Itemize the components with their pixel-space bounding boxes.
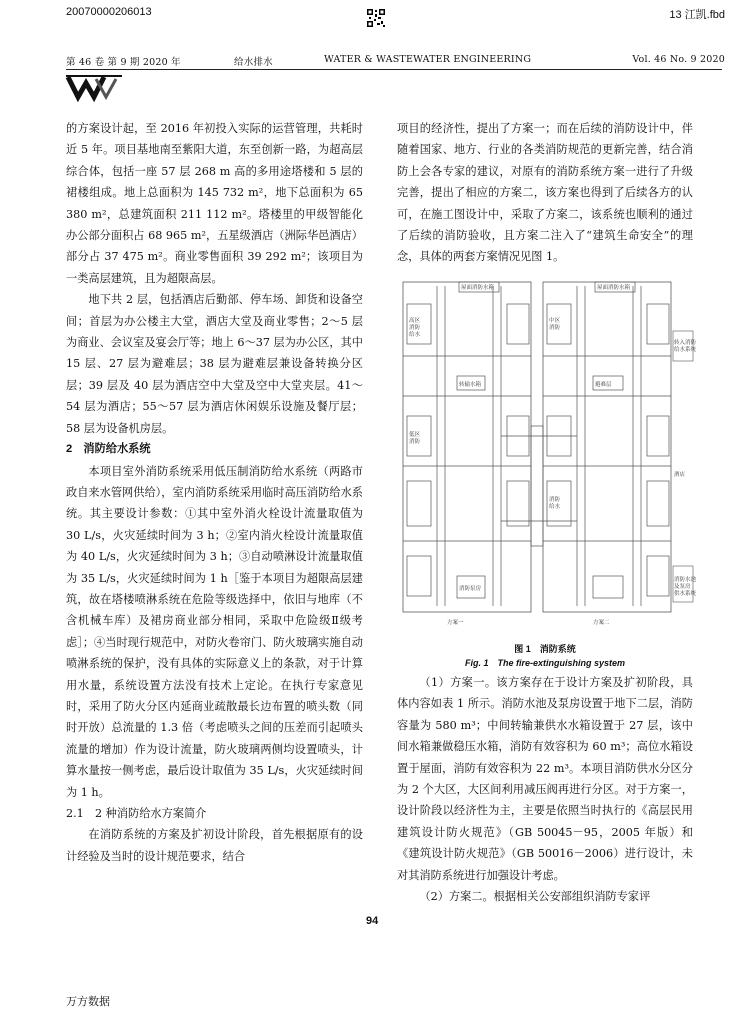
diagram-svg <box>397 276 697 632</box>
subsection-heading: 2.1 2 种消防给水方案简介 <box>66 807 207 820</box>
header-journal-cn: 给水排水 <box>234 57 273 68</box>
header-rule <box>66 69 722 70</box>
label-zone-low: 低区消防 <box>409 432 421 445</box>
label-side-1: 转入消防给水系统 <box>674 340 697 353</box>
paragraph: （1）方案一。该方案存在于设计方案及扩初阶段，具体内容如表 1 所示。消防水池及泵房设置于地下二层，消防容量为 580 m³；中间转输兼供水水箱设置于 27 层，该中间水箱兼做稳压水箱，消防有效容积为 60 m³；高位水箱设置于屋面，消防有效容积为 22 m³。本项目消防供水分区分为 2 个大区，大区间利用减压阀再进行分区。对于方案一，设计阶段以经济性为主，主要是依照当时执行的《高层民用建筑设计防火规范》（GB 50045－95，2005 年版）和《建筑设计防火规范》（GB 50016－2006）进行设计，未对其消防系统进行加强设计考虑。 <box>397 676 693 882</box>
label-pump-room: 消防泵房 <box>459 586 482 592</box>
page-number: 94 <box>366 915 379 927</box>
label-roof-tank-right: 屋面消防水箱 <box>597 285 631 291</box>
label-scheme-2: 方案二 <box>593 620 610 626</box>
header-volume: 第 46 卷 第 9 期 2020 年 <box>66 57 181 68</box>
label-transfer: 转输水箱 <box>459 382 482 388</box>
paragraph: 项目的经济性，提出了方案一；而在后续的消防设计中，伴随着国家、地方、行业的各类消防规范的更新完善，结合消防上会各专家的建议，对原有的消防系统方案一进行了升级完善，提出了相应的方案二，该方案也得到了后续各方的认可，在施工图设计中，采取了方案二，该系统也顺利的通过了后续的消防验收，且方案二注入了“建筑生命安全”的理念，具体的两套方案情况见图 1。 <box>397 122 693 264</box>
label-side-3: 消防水池及泵房供水系统 <box>674 577 697 597</box>
label-roof-tank-left: 屋面消防水箱 <box>461 285 495 291</box>
header-vol-en: Vol. 46 No. 9 2020 <box>632 54 725 65</box>
section-heading: 2 消防给水系统 <box>66 443 151 456</box>
left-column <box>66 118 363 867</box>
header-journal-en: WATER & WASTEWATER ENGINEERING <box>324 54 532 65</box>
paragraph: （2）方案二。根据相关公安部组织消防专家评 <box>419 890 651 904</box>
paragraph: 在消防系统的方案及扩初设计阶段，首先根据原有的设计经验及当时的设计规范要求，结合 <box>66 828 363 863</box>
paragraph: 地下共 2 层，包括酒店后勤部、停车场、卸货和设备空间；首层为办公楼主大堂，酒店大堂及商业零售；2～5 层为商业、会议室及宴会厅等；地上 6～37 层为办公区，其中 15 层、27 层为避难层；38 层为避难层兼设备转换分区层；39 层及 40 层为酒店空中大堂及空中大堂夹层。41～54 层为酒店；55～57 层为酒店休闲娱乐设施及餐厅层；58 层为设备机房层。 <box>66 293 363 435</box>
label-refuge: 避难层 <box>595 382 612 388</box>
right-column-top <box>397 118 693 268</box>
figure-caption-en: Fig. 1 The fire-extinguishing system <box>464 658 626 668</box>
label-side-2: 酒店 <box>674 472 686 478</box>
figure-caption-cn: 图 1 消防系统 <box>514 644 576 654</box>
file-name: 13 江凯.fbd <box>669 9 725 21</box>
qr-code-icon <box>366 8 386 28</box>
doc-id: 20070000206013 <box>66 6 152 18</box>
right-column-bottom <box>397 672 693 907</box>
fire-system-diagram <box>397 276 697 632</box>
footer-watermark: 万方数据 <box>66 995 110 1008</box>
journal-logo-icon <box>66 73 122 101</box>
paragraph: 本项目室外消防系统采用低压制消防给水系统（两路市政自来水管网供给），室内消防系统采用临时高压消防给水系统。其主要设计参数：①其中室外消火栓设计流量取值为 30 L/s，火灾延续时间为 3 h；②室内消火栓设计流量取值为 40 L/s，火灾延续时间为 3 h；③自动喷淋设计流量取值为 35 L/s，火灾延续时间为 1 h［鉴于本项目为超限高层建筑，故在塔楼喷淋系统在危险等级选择中，依旧与地库（不含机械车库）及裙房商业部分相同，采取中危险级Ⅱ级考虑］；④当时现行规范中，对防火卷帘门、防火玻璃实施自动喷淋系统的保护，没有具体的实际意义上的条款，对于计算用水量，系统设置方法没有技术上定论。在执行专家意见时，采用了防火分区内延商业疏散最长边布置的喷头数（同时开放）总流量的 1.3 倍（考虑喷头之间的压差而引起喷头流量的增加）作为设计流量，防火玻璃两侧均设置喷头，计算水量按一侧考虑，最后设计取值为 35 L/s，火灾延续时间为 1 h。 <box>66 464 363 799</box>
label-zone-high: 高区消防给水 <box>409 318 421 338</box>
label-scheme-1: 方案一 <box>447 620 464 626</box>
paragraph: 的方案设计起，至 2016 年初投入实际的运营管理，共耗时近 5 年。项目基地南至紫阳大道，东至创新一路，为超高层综合体，包括一座 57 层 268 m 高的多用途塔楼和 5 层的裙楼组成。地上总面积为 145 732 m²，地下总面积为 65 380 m²，总建筑面积 211 112 m²。塔楼里的甲级智能化办公部分面积占 68 965 m²，五星级酒店（洲际华邑酒店）部分占 37 475 m²。商业零售面积 39 292 m²；该项目为一类高层建筑，且为超限高层。 <box>66 122 363 285</box>
label-zone-mid: 中区消防 <box>549 318 561 331</box>
label-zone-supply: 消防给水 <box>549 497 561 510</box>
